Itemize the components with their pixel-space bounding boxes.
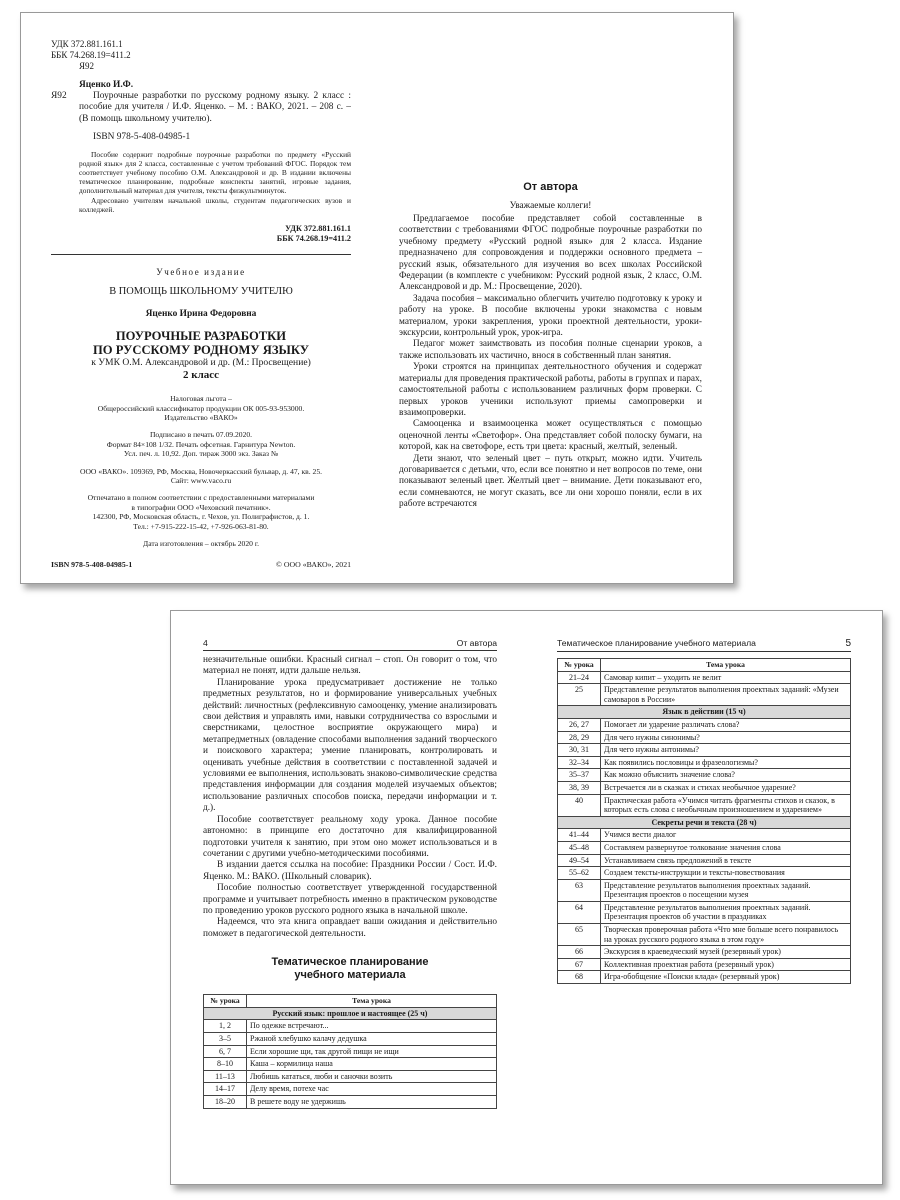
table-row [558, 718, 851, 731]
body-paragraph: Пособие полностью соответствует утвержденной государственной программе и учитывает потребность именно в практическом руководстве по проведению уроков русского родного языка в начальной школе. [203, 883, 497, 916]
table-section-row [558, 706, 851, 719]
preface-paragraph: Уроки строятся на принципах деятельностного обучения и содержат материалы для проведения практической работы, работы в группах и парах, самостоятельной работы с использованием различных форм проверки. С первых уроков ученики используют приемы самопроверки и взаимопроверки. [399, 362, 702, 418]
lesson-number: 32–34 [558, 756, 601, 769]
column-header-topic: Тема урока [601, 659, 851, 672]
lesson-topic: Помогает ли ударение различать слова? [601, 718, 851, 731]
table-row [204, 1083, 497, 1096]
author-full-name: Яценко Ирина Федоровна [145, 309, 257, 320]
biblio-description: Поурочные разработки по русскому родному языку. 2 класс : пособие для учителя / И.Ф. Яценко. – М. : ВАКО, 2021. – 208 с. – (В помощь школьному учителю). [79, 91, 351, 124]
lesson-topic: В решете воду не удержишь [247, 1095, 497, 1108]
imprint-page [51, 13, 351, 583]
table-header-row [204, 995, 497, 1008]
running-head-right [557, 638, 851, 652]
preface-paragraph: Задача пособия – максимально облегчить учителю подготовку к уроку и работу на уроке. В пособие включены уроки знакомства с новым материалом, уроки закрепления, уроки проектной деятельности, уроки-экскурсии, контрольный урок, урок-игра. [399, 293, 702, 339]
lesson-number: 67 [558, 958, 601, 971]
table-row [204, 1095, 497, 1108]
lesson-number: 14–17 [204, 1083, 247, 1096]
lesson-topic: Представление результатов выполнения проектных заданий. Презентация проектов о посещении музея [601, 879, 851, 901]
lesson-number: 49–54 [558, 854, 601, 867]
book-spread-imprint [20, 12, 734, 584]
section-cell: Секреты речи и текста (28 ч) [558, 816, 851, 829]
lesson-number: 8–10 [204, 1058, 247, 1071]
table-row [558, 879, 851, 901]
table-row [558, 794, 851, 816]
preface-paragraph: Педагог может заимствовать из пособия полные сценарии уроков, а также использовать их частично, внося в собственный план занятия. [399, 339, 702, 361]
tax-line-2: Общероссийский классификатор продукции ОК 005-93-953000. [97, 403, 305, 413]
planning-table-part1 [203, 994, 497, 1108]
lesson-topic: Ржаной хлебушко калачу дедушка [247, 1032, 497, 1045]
lesson-topic: Как появились пословицы и фразеологизмы? [601, 756, 851, 769]
table-row [558, 756, 851, 769]
lesson-number: 1, 2 [204, 1020, 247, 1033]
lesson-number: 65 [558, 924, 601, 946]
table-row [558, 769, 851, 782]
lesson-number: 11–13 [204, 1070, 247, 1083]
table-row [558, 958, 851, 971]
lesson-topic: Творческая проверочная работа «Что мне больше всего понравилось на уроках русского родного языка в этом году» [601, 924, 851, 946]
page-5 [557, 611, 851, 1184]
lesson-topic: Представление результатов выполнения проектных заданий: «Музеи самоваров в России» [601, 684, 851, 706]
isbn-bottom: ISBN 978-5-408-04985-1 [51, 560, 133, 570]
table-row [558, 924, 851, 946]
preface-greeting: Уважаемые коллеги! [509, 201, 592, 211]
table-row [558, 829, 851, 842]
table-row [558, 684, 851, 706]
preface-text [399, 214, 702, 511]
running-head-title: От автора [456, 638, 497, 648]
isbn-line: ISBN 978-5-408-04985-1 [93, 132, 191, 143]
lesson-topic: Устанавливаем связь предложений в тексте [601, 854, 851, 867]
lesson-topic: Представление результатов выполнения проектных заданий. Презентация проектов об участии в праздниках [601, 901, 851, 923]
body-paragraph: Пособие соответствует реальному ходу урока. Данное пособие автономно: в принципе его достаточно для квалифицированной подготовки учителя к занятию, при этом оно может использоваться и в сочетании с другими учебно-методическими пособиями. [203, 814, 497, 859]
body-paragraph: Планирование урока предусматривает достижение не только предметных результатов, но и формирование универсальных учебных действий: личностных (рефлексивную самооценку, умение анализировать свои действия и управлять ими, навыки сотрудничества со взрослыми и сверстниками, целостное восприятие окружающего мира) и метапредметных (овладение способами выполнения заданий творческого и поискового характера; умение планировать, контролировать и оценивать учебные действия в соответствии с поставленной задачей и условиями ее выполнения, использовать знаково-символические средства представления информации для создания моделей изучаемых объектов; использование различных способов поиска, передачи информации и т. д.). [203, 677, 497, 814]
printed-line-3: 142300, РФ, Московская область, г. Чехов, ул. Полиграфистов, д. 1. [92, 512, 310, 522]
table-section-row [558, 816, 851, 829]
lesson-number: 63 [558, 879, 601, 901]
lesson-number: 3–5 [204, 1032, 247, 1045]
table-row [204, 1032, 497, 1045]
lesson-number: 38, 39 [558, 781, 601, 794]
manufacture-date: Дата изготовления – октябрь 2020 г. [143, 539, 259, 549]
printed-line-2: в типографии ООО «Чеховский печатник». [131, 502, 271, 512]
printed-line-1: Отпечатано в полном соответствии с предоставленными материалами [87, 493, 315, 503]
preface-heading: От автора [523, 181, 578, 193]
preface-paragraph: Дети знают, что зеленый цвет – путь открыт, можно идти. Учитель договаривается с детьми, что, если все понятно и нет вопросов по теме, они показывают зеленый цвет. Желтый цвет – внимание. Дети показывают его, если сомневаются, не могут сказать, все ли они хорошо поняли, если в их работе встречаются [399, 453, 702, 510]
lesson-number: 35–37 [558, 769, 601, 782]
table-section-row [204, 1007, 497, 1020]
column-header-number: № урока [204, 995, 247, 1008]
grade-label: 2 класс [182, 369, 220, 382]
table-row [558, 901, 851, 923]
lesson-topic: Создаем тексты-инструкции и тексты-повествования [601, 867, 851, 880]
lesson-number: 21–24 [558, 671, 601, 684]
table-row [204, 1058, 497, 1071]
bbk-code: ББК 74.268.19=411.2 [51, 50, 131, 60]
lesson-topic: Как можно объяснить значение слова? [601, 769, 851, 782]
body-paragraph: Надеемся, что эта книга оправдает ваши ожидания и действительно поможет в педагогической деятельности. [203, 917, 497, 939]
column-header-topic: Тема урока [247, 995, 497, 1008]
lesson-topic: Самовар кипит – уходить не велит [601, 671, 851, 684]
copyright: © ООО «ВАКО», 2021 [276, 560, 351, 570]
book-title-line1: ПОУРОЧНЫЕ РАЗРАБОТКИ [115, 329, 287, 344]
lesson-topic: По одежке встречают... [247, 1020, 497, 1033]
book-subtitle: к УМК О.М. Александровой и др. (М.: Просвещение) [91, 357, 311, 369]
lesson-topic: Учимся вести диалог [601, 829, 851, 842]
printed-line-4: Тел.: +7-915-222-15-42, +7-926-063-81-80. [133, 521, 269, 531]
table-row [558, 946, 851, 959]
lesson-topic: Каша – кормилица наша [247, 1058, 497, 1071]
section-cell: Русский язык: прошлое и настоящее (25 ч) [204, 1007, 497, 1020]
page-number: 5 [845, 638, 851, 649]
preface-continuation [203, 655, 497, 940]
table-row [558, 854, 851, 867]
table-header-row [558, 659, 851, 672]
lesson-number: 18–20 [204, 1095, 247, 1108]
author-heading: Яценко И.Ф. [79, 80, 134, 90]
table-row [558, 731, 851, 744]
lesson-number: 64 [558, 901, 601, 923]
publisher-site: Сайт: www.vaco.ru [170, 476, 232, 486]
body-paragraph: В издании дается ссылка на пособие: Праздники России / Сост. И.Ф. Яценко. М.: ВАКО. (Школьный словарик). [203, 860, 497, 882]
lesson-number: 45–48 [558, 841, 601, 854]
series-name: В ПОМОЩЬ ШКОЛЬНОМУ УЧИТЕЛЮ [109, 286, 293, 298]
tax-line-1: Налоговая льгота – [170, 394, 232, 404]
page-number: 4 [203, 638, 208, 648]
lesson-topic: Любишь кататься, люби и саночки возить [247, 1070, 497, 1083]
publisher-address: ООО «ВАКО». 109369, РФ, Москва, Новочеркасский бульвар, д. 47, кв. 25. [79, 466, 323, 476]
edition-type: Учебное издание [156, 267, 246, 278]
lesson-topic: Составляем развернутое толкование значения слова [601, 841, 851, 854]
column-header-number: № урока [558, 659, 601, 672]
section-title-line1: Тематическое планирование [271, 956, 429, 969]
running-head-title: Тематическое планирование учебного материала [557, 638, 756, 648]
lesson-number: 55–62 [558, 867, 601, 880]
author-mark: Я92 [79, 61, 95, 71]
table-row [558, 867, 851, 880]
book-spread-planning [170, 610, 883, 1185]
print-line-3: Усл. печ. л. 10,92. Доп. тираж 3000 экз. Заказ № [123, 449, 279, 459]
tax-line-3: Издательство «ВАКО» [164, 413, 238, 423]
table-row [204, 1045, 497, 1058]
print-line-2: Формат 84×108 1/32. Печать офсетная. Гарнитура Newton. [106, 439, 296, 449]
lesson-number: 30, 31 [558, 744, 601, 757]
book-title-line2: ПО РУССКОМУ РОДНОМУ ЯЗЫКУ [93, 343, 309, 358]
imprint-divider [51, 254, 351, 255]
lesson-topic: Если хорошие щи, так другой пищи не ищи [247, 1045, 497, 1058]
audience-text: Адресовано учителям начальной школы, студентам педагогических вузов и колледжей. [79, 196, 351, 215]
section-title-line2: учебного материала [294, 969, 406, 982]
lesson-number: 25 [558, 684, 601, 706]
lesson-topic: Для чего нужны синонимы? [601, 731, 851, 744]
planning-table-part2 [557, 658, 851, 984]
table-row [558, 671, 851, 684]
lesson-topic: Для чего нужны антонимы? [601, 744, 851, 757]
lesson-topic: Экскурсия в краеведческий музей (резервный урок) [601, 946, 851, 959]
table-row [204, 1020, 497, 1033]
lesson-number: 66 [558, 946, 601, 959]
preface-page [399, 13, 702, 583]
body-paragraph: незначительные ошибки. Красный сигнал – стоп. Он говорит о том, что материал не понят, идти дальше нельзя. [203, 655, 497, 677]
annotation-text: Пособие содержит подробные поурочные разработки по предмету «Русский родной язык» для 2 класса, составленные с учетом требований ФГОС. Порядок тем соответствует учебному пособию О.М. Александровой и др. В издании включены тематическое планирование, подробные конспекты занятий, игровые задания, дополнительный материал для учителя, тексты физкультминуток. [79, 150, 351, 196]
lesson-number: 68 [558, 971, 601, 984]
lesson-topic: Встречается ли в сказках и стихах необычное ударение? [601, 781, 851, 794]
table-row [558, 971, 851, 984]
table-row [558, 744, 851, 757]
lesson-number: 26, 27 [558, 718, 601, 731]
biblio-mark: Я92 [51, 91, 67, 101]
table-row [558, 781, 851, 794]
print-line-1: Подписано в печать 07.09.2020. [149, 430, 253, 440]
lesson-number: 6, 7 [204, 1045, 247, 1058]
table-row [204, 1070, 497, 1083]
lesson-topic: Игра-обобщение «Поиски клада» (резервный урок) [601, 971, 851, 984]
udk-right: УДК 372.881.161.1 [285, 224, 351, 234]
lesson-topic: Практическая работа «Учимся читать фрагменты стихов и сказок, в которых есть слова с необычным произношением и ударением» [601, 794, 851, 816]
preface-paragraph: Самооценка и взаимооценка может осуществляться с помощью оценочной ленты «Светофор». Она представляет собой полоску бумаги, на которой, как на светофоре, есть три цвета: красный, желтый, зеленый. [399, 419, 702, 453]
lesson-number: 41–44 [558, 829, 601, 842]
section-cell: Язык в действии (15 ч) [558, 706, 851, 719]
bbk-right: ББК 74.268.19=411.2 [276, 234, 351, 244]
table-row [558, 841, 851, 854]
lesson-topic: Коллективная проектная работа (резервный урок) [601, 958, 851, 971]
running-head-left [203, 638, 497, 651]
lesson-topic: Делу время, потехе час [247, 1083, 497, 1096]
udk-code: УДК 372.881.161.1 [51, 39, 123, 49]
page-4 [203, 611, 497, 1184]
lesson-number: 28, 29 [558, 731, 601, 744]
lesson-number: 40 [558, 794, 601, 816]
preface-paragraph: Предлагаемое пособие представляет собой составленные в соответствии с требованиями ФГОС подробные поурочные разработки по учебному предмету «Русский родной язык» для 2 класса. Издание предназначено для сопровождения и поддержки основного предмета – русский язык, обязательного для изучения во всех школах Российской Федерации (в комплекте с учебником: Русский родной язык, 2 класс, О.М. Александровой и др. М.: Просвещение, 2020). [399, 214, 702, 293]
